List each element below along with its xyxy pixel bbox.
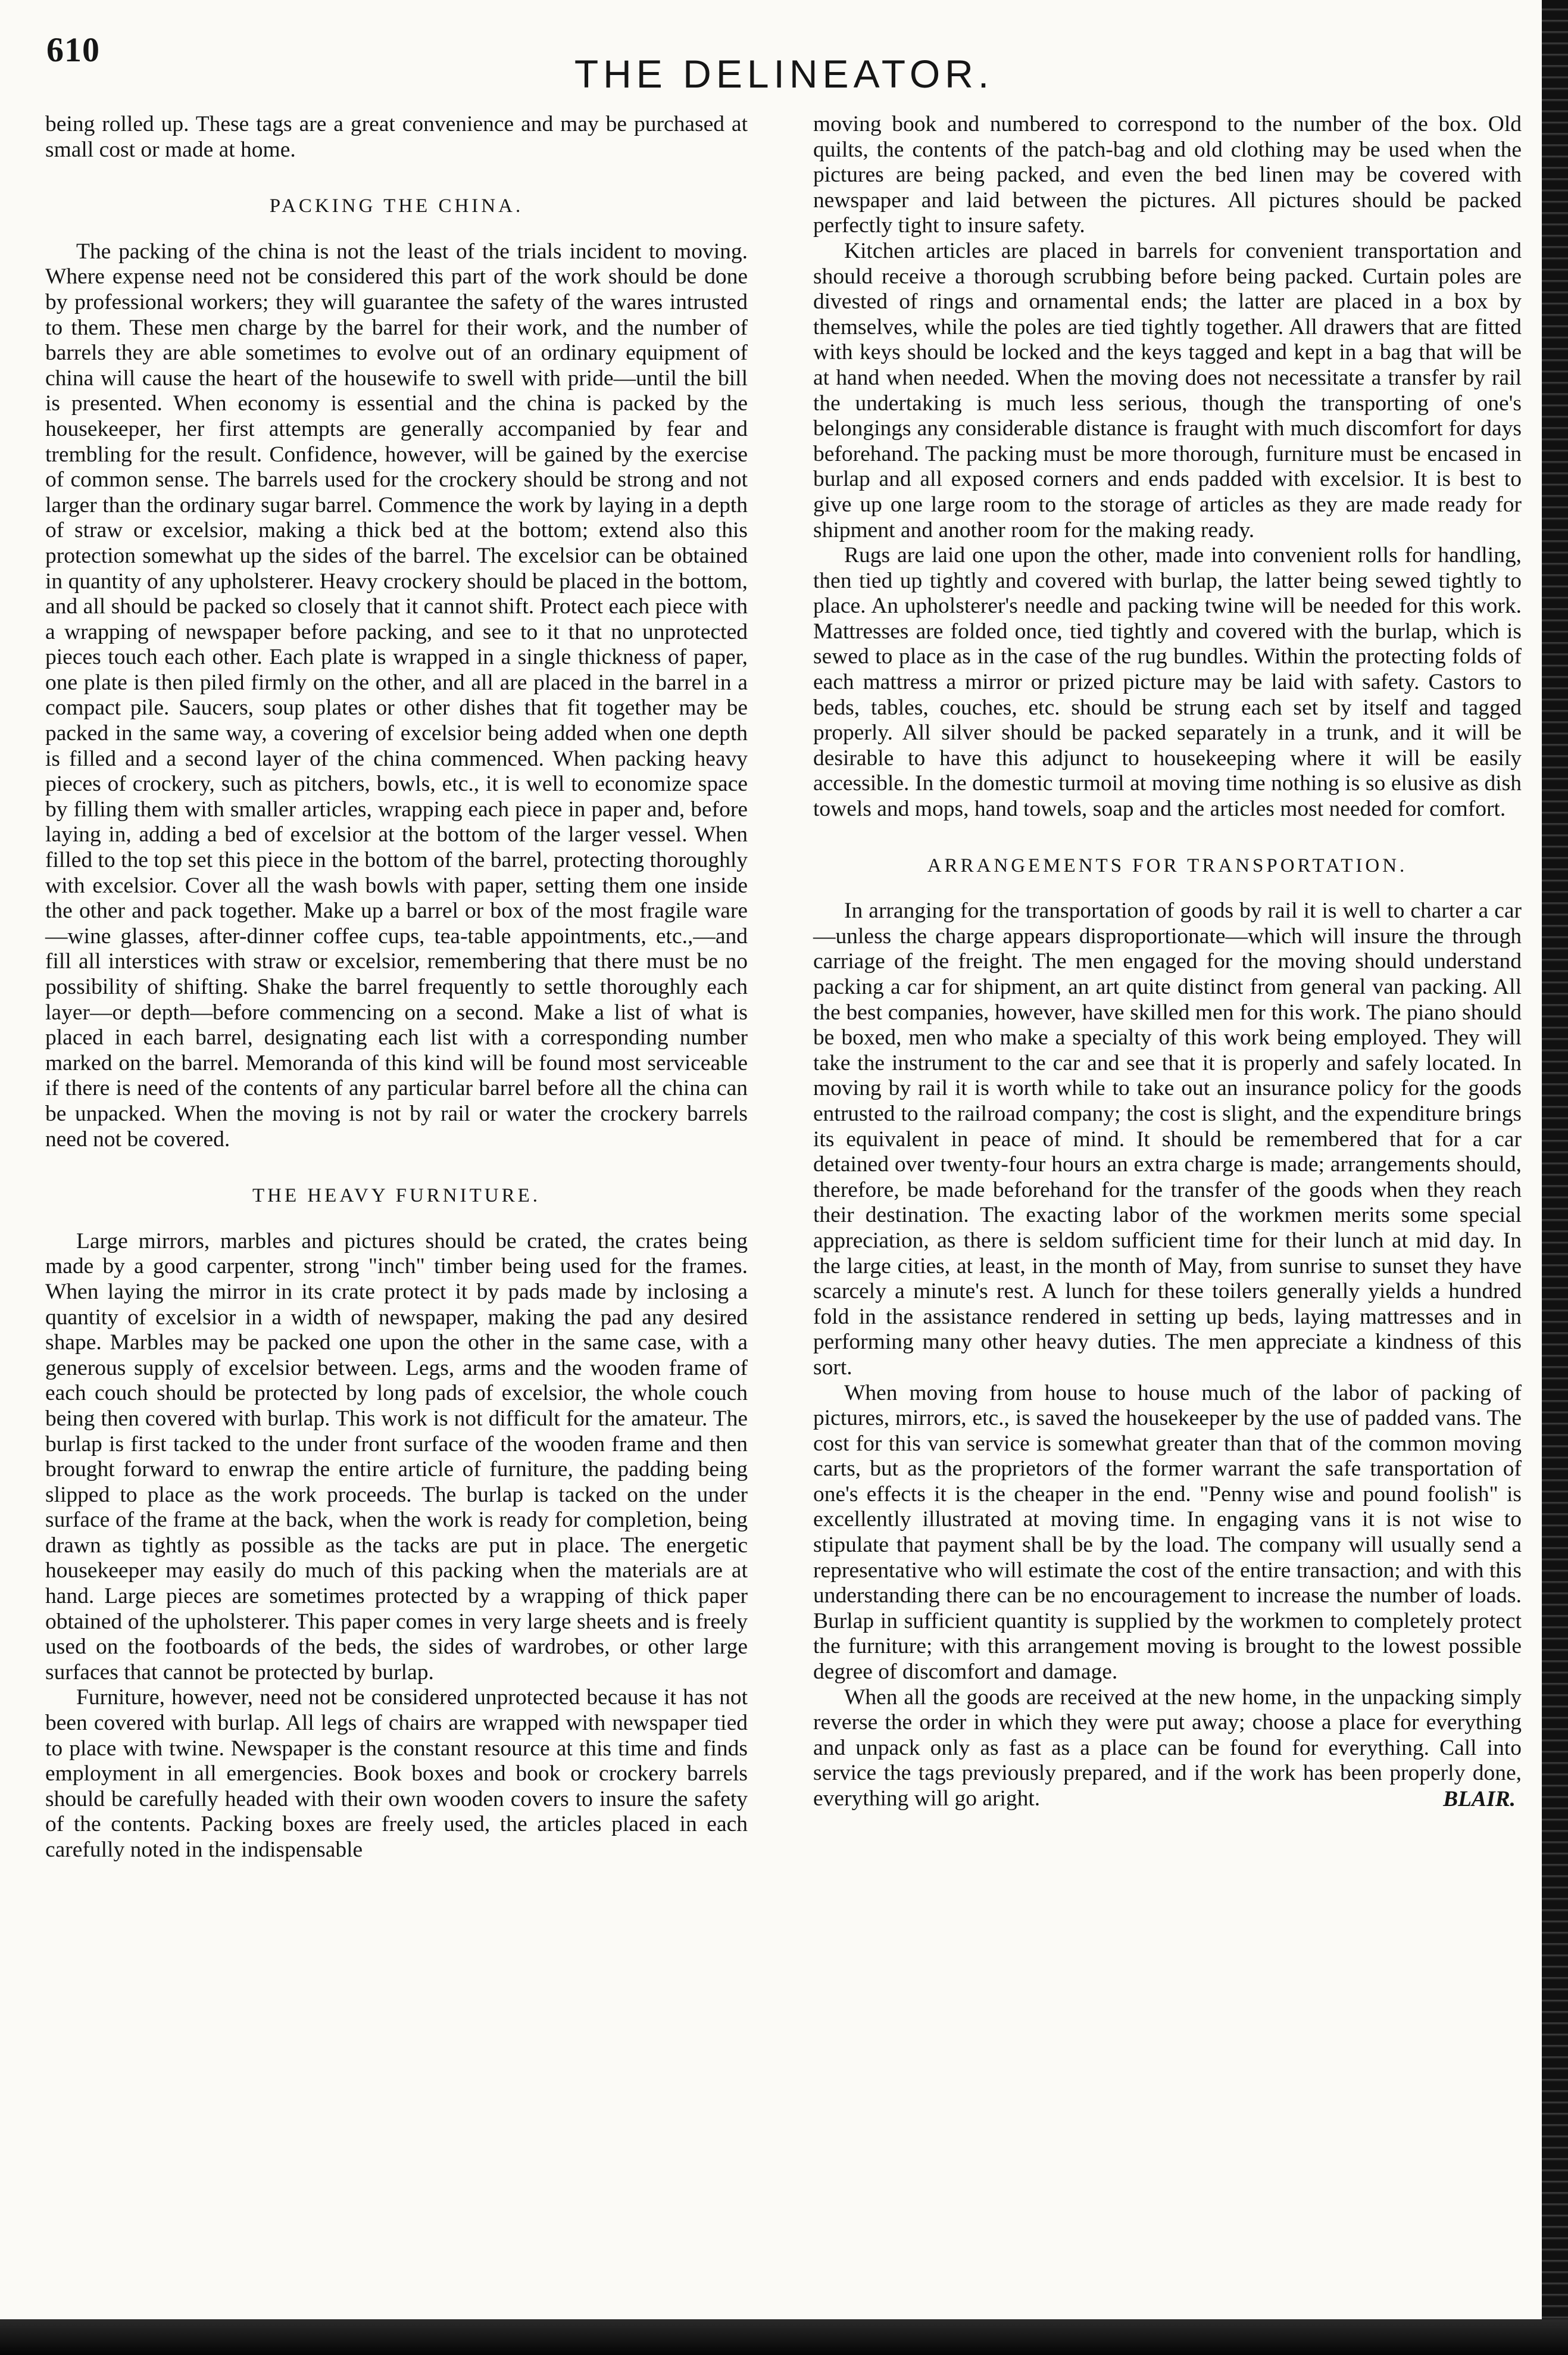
left-column <box>45 112 748 1863</box>
paragraph: When moving from house to house much of the labor of packing of pictures, mirrors, etc., is saved the housekeeper by the use of padded vans. The cost for this van service is somewhat greater than that of the common moving carts, but as the proprietors of the former warrant the safe transportation of one's effects it is the cheaper in the end. "Penny wise and pound foolish" is excellently illustrated at moving time. In engaging vans it is not wise to stipulate that payment shall be by the load. The company will usually send a representative who will estimate the cost of the entire transaction; and with this understanding there can be no encouragement to increase the number of loads. Burlap in sufficient quantity is supplied by the workmen to completely protect the furniture; with this arrangement moving is brought to the lowest possible degree of discomfort and damage. <box>813 1380 1522 1685</box>
scan-edge-right <box>1542 0 1568 2355</box>
page-number: 610 <box>46 30 100 69</box>
author-signature: BLAIR. <box>1443 1786 1516 1811</box>
scan-edge-bottom <box>0 2319 1568 2355</box>
paragraph: In arranging for the transportation of goods by rail it is well to charter a car—unless the charge appears disproportionate—which will insure the through carriage of the freight. The men engaged for the moving should understand packing a car for shipment, an art quite distinct from general van packing. All the best companies, however, have skilled men for this work. The piano should be boxed, men who make a specialty of this work being employed. They will take the instrument to the car and see that it is properly and safely located. In moving by rail it is worth while to take out an insurance policy for the goods entrusted to the railroad company; the cost is slight, and the expenditure brings its equivalent in peace of mind. It should be remembered that for a car detained over twenty-four hours an extra charge is made; arrangements should, therefore, be made beforehand for the transfer of the goods when they reach their destination. The exacting labor of the workmen merits some special appreciation, as there is seldom sufficient time for their lunch at mid day. In the large cities, at least, in the month of May, from sunrise to sunset they have scarcely a minute's rest. A lunch for these toilers generally yields a hundred fold in the assistance rendered in setting up beds, laying mattresses and in performing many other heavy duties. The men appreciate a kindness of this sort. <box>813 899 1522 1380</box>
section-heading-heavy-furniture: THE HEAVY FURNITURE. <box>252 1185 541 1207</box>
paragraph: Rugs are laid one upon the other, made into convenient rolls for handling, then tied up tightly and covered with burlap, the latter being sewed tightly to place. An upholsterer's needle and packing twine will be needed for this work. Mattresses are folded once, tied tightly and covered with the burlap, which is sewed to place as in the case of the rug bundles. Within the protecting folds of each mattress a mirror or prized picture may be laid with safety. Castors to beds, tables, couches, etc. should be strung each set by itself and tagged properly. All silver should be packed separately in a trunk, and it will be desirable to have this adjunct to housekeeping where it will be easily accessible. In the domestic turmoil at moving time nothing is so elusive as dish towels and mops, hand towels, soap and the articles most needed for comfort. <box>813 543 1522 822</box>
paragraph: The packing of the china is not the least of the trials incident to moving. Where expense need not be considered this part of the work should be done by professional workers; they will guarantee the safety of the wares intrusted to them. These men charge by the barrel for their work, and the number of barrels they are able sometimes to evolve out of an ordinary equipment of china will cause the heart of the housewife to swell with pride—until the bill is presented. When economy is essential and the china is packed by the housekeeper, her first attempts are generally accompanied by fear and trembling for the result. Confidence, however, will be gained by the exercise of common sense. The barrels used for the crockery should be strong and not larger than the ordinary sugar barrel. Commence the work by laying in a depth of straw or excelsior, making a thick bed at the bottom; extend also this protection somewhat up the sides of the barrel. The excelsior can be obtained in quantity of any upholsterer. Heavy crockery should be placed in the bottom, and all should be packed so closely that it cannot shift. Protect each piece with a wrapping of newspaper before packing, and see to it that no unprotected pieces touch each other. Each plate is wrapped in a single thickness of paper, one plate is then piled firmly on the other, and all are placed in the barrel in a compact pile. Saucers, soup plates or other dishes that fit together may be packed in the same way, a covering of excelsior being added when one depth is filled and a second layer of the china commenced. When packing heavy pieces of crockery, such as pitchers, bowls, etc., it is well to economize space by filling them with smaller articles, wrapping each piece in paper and, before laying in, adding a bed of excelsior at the bottom of the larger vessel. When filled to the top set this piece in the bottom of the barrel, protecting thoroughly with excelsior. Cover all the wash bowls with paper, setting them one inside the other and pack together. Make up a barrel or box of the most fragile ware—wine glasses, after-dinner coffee cups, tea-table appointments, etc.,—and fill all interstices with straw or excelsior, remembering that there must be no possibility of shifting. Shake the barrel frequently to settle thoroughly each layer—or depth—before commencing on a second. Make a list of what is placed in each barrel, designating each list with a corresponding number marked on the barrel. Memoranda of this kind will be found most serviceable if there is need of the contents of any particular barrel before all the china can be unpacked. When the moving is not by rail or water the crockery barrels need not be covered. <box>45 239 748 1152</box>
paragraph: Kitchen articles are placed in barrels for convenient transportation and should receive a thorough scrubbing before being packed. Curtain poles are divested of rings and ornamental ends; the latter are placed in a box by themselves, while the poles are tied tightly together. All drawers that are fitted with keys should be locked and the keys tagged and kept in a bag that will be at hand when needed. When the moving does not necessitate a transfer by rail the undertaking is much less serious, though the transporting of one's belongings any considerable distance is fraught with much discomfort for days beforehand. The packing must be more thorough, furniture must be encased in burlap and all exposed corners and ends padded with excelsior. It is best to give up one large room to the storage of articles as they are made ready for shipment and another room for the making ready. <box>813 238 1522 542</box>
running-head-title: THE DELINEATOR. <box>574 52 994 96</box>
paragraph: When all the goods are received at the new home, in the unpacking simply reverse the order in which they were put away; choose a place for everything and unpack only as fast as a place can be found for everything. Call into service the tags previously prepared, and if the work has been properly done, everything will go aright. <box>813 1685 1522 1811</box>
paragraph: moving book and numbered to correspond to the number of the box. Old quilts, the contents of the patch-bag and old clothing may be used when the pictures are being packed, and even the bed linen may be covered with newspaper and laid between the pictures. All pictures should be packed perfectly tight to insure safety. <box>813 112 1522 238</box>
section-heading-transportation: ARRANGEMENTS FOR TRANSPORTATION. <box>927 854 1408 877</box>
section-heading-packing-china: PACKING THE CHINA. <box>269 195 524 217</box>
paragraph: being rolled up. These tags are a great convenience and may be purchased at small cost or made at home. <box>45 112 748 162</box>
paragraph: Furniture, however, need not be considered unprotected because it has not been covered with burlap. All legs of chairs are wrapped with newspaper tied to place with twine. Newspaper is the constant resource at this time and finds employment in all emergencies. Book boxes and book or crockery barrels should be carefully headed with their own wooden covers to insure the safety of the contents. Packing boxes are freely used, the articles placed in each carefully noted in the indispensable <box>45 1685 748 1862</box>
paragraph: Large mirrors, marbles and pictures should be crated, the crates being made by a good carpenter, strong "inch" timber being used for the frames. When laying the mirror in its crate protect it by pads made by inclosing a quantity of excelsior in a width of newspaper, making the pad any desired shape. Marbles may be packed one upon the other in the same case, with a generous supply of excelsior between. Legs, arms and the wooden frame of each couch should be protected by long pads of excelsior, the whole couch being then covered with burlap. This work is not difficult for the amateur. The burlap is first tacked to the under front surface of the wooden frame and then brought forward to enwrap the entire article of furniture, the padding being slipped to place as the work proceeds. The burlap is tacked on the under surface of the frame at the back, when the work is ready for completion, being drawn as tightly as possible as the tacks are put in place. The energetic housekeeper may easily do much of this packing when the materials are at hand. Large pieces are sometimes protected by a wrapping of thick paper obtained of the upholsterer. This paper comes in very large sheets and is freely used on the footboards of the beds, the sides of wardrobes, or other large surfaces that cannot be protected by burlap. <box>45 1228 748 1685</box>
right-column <box>813 112 1522 1812</box>
